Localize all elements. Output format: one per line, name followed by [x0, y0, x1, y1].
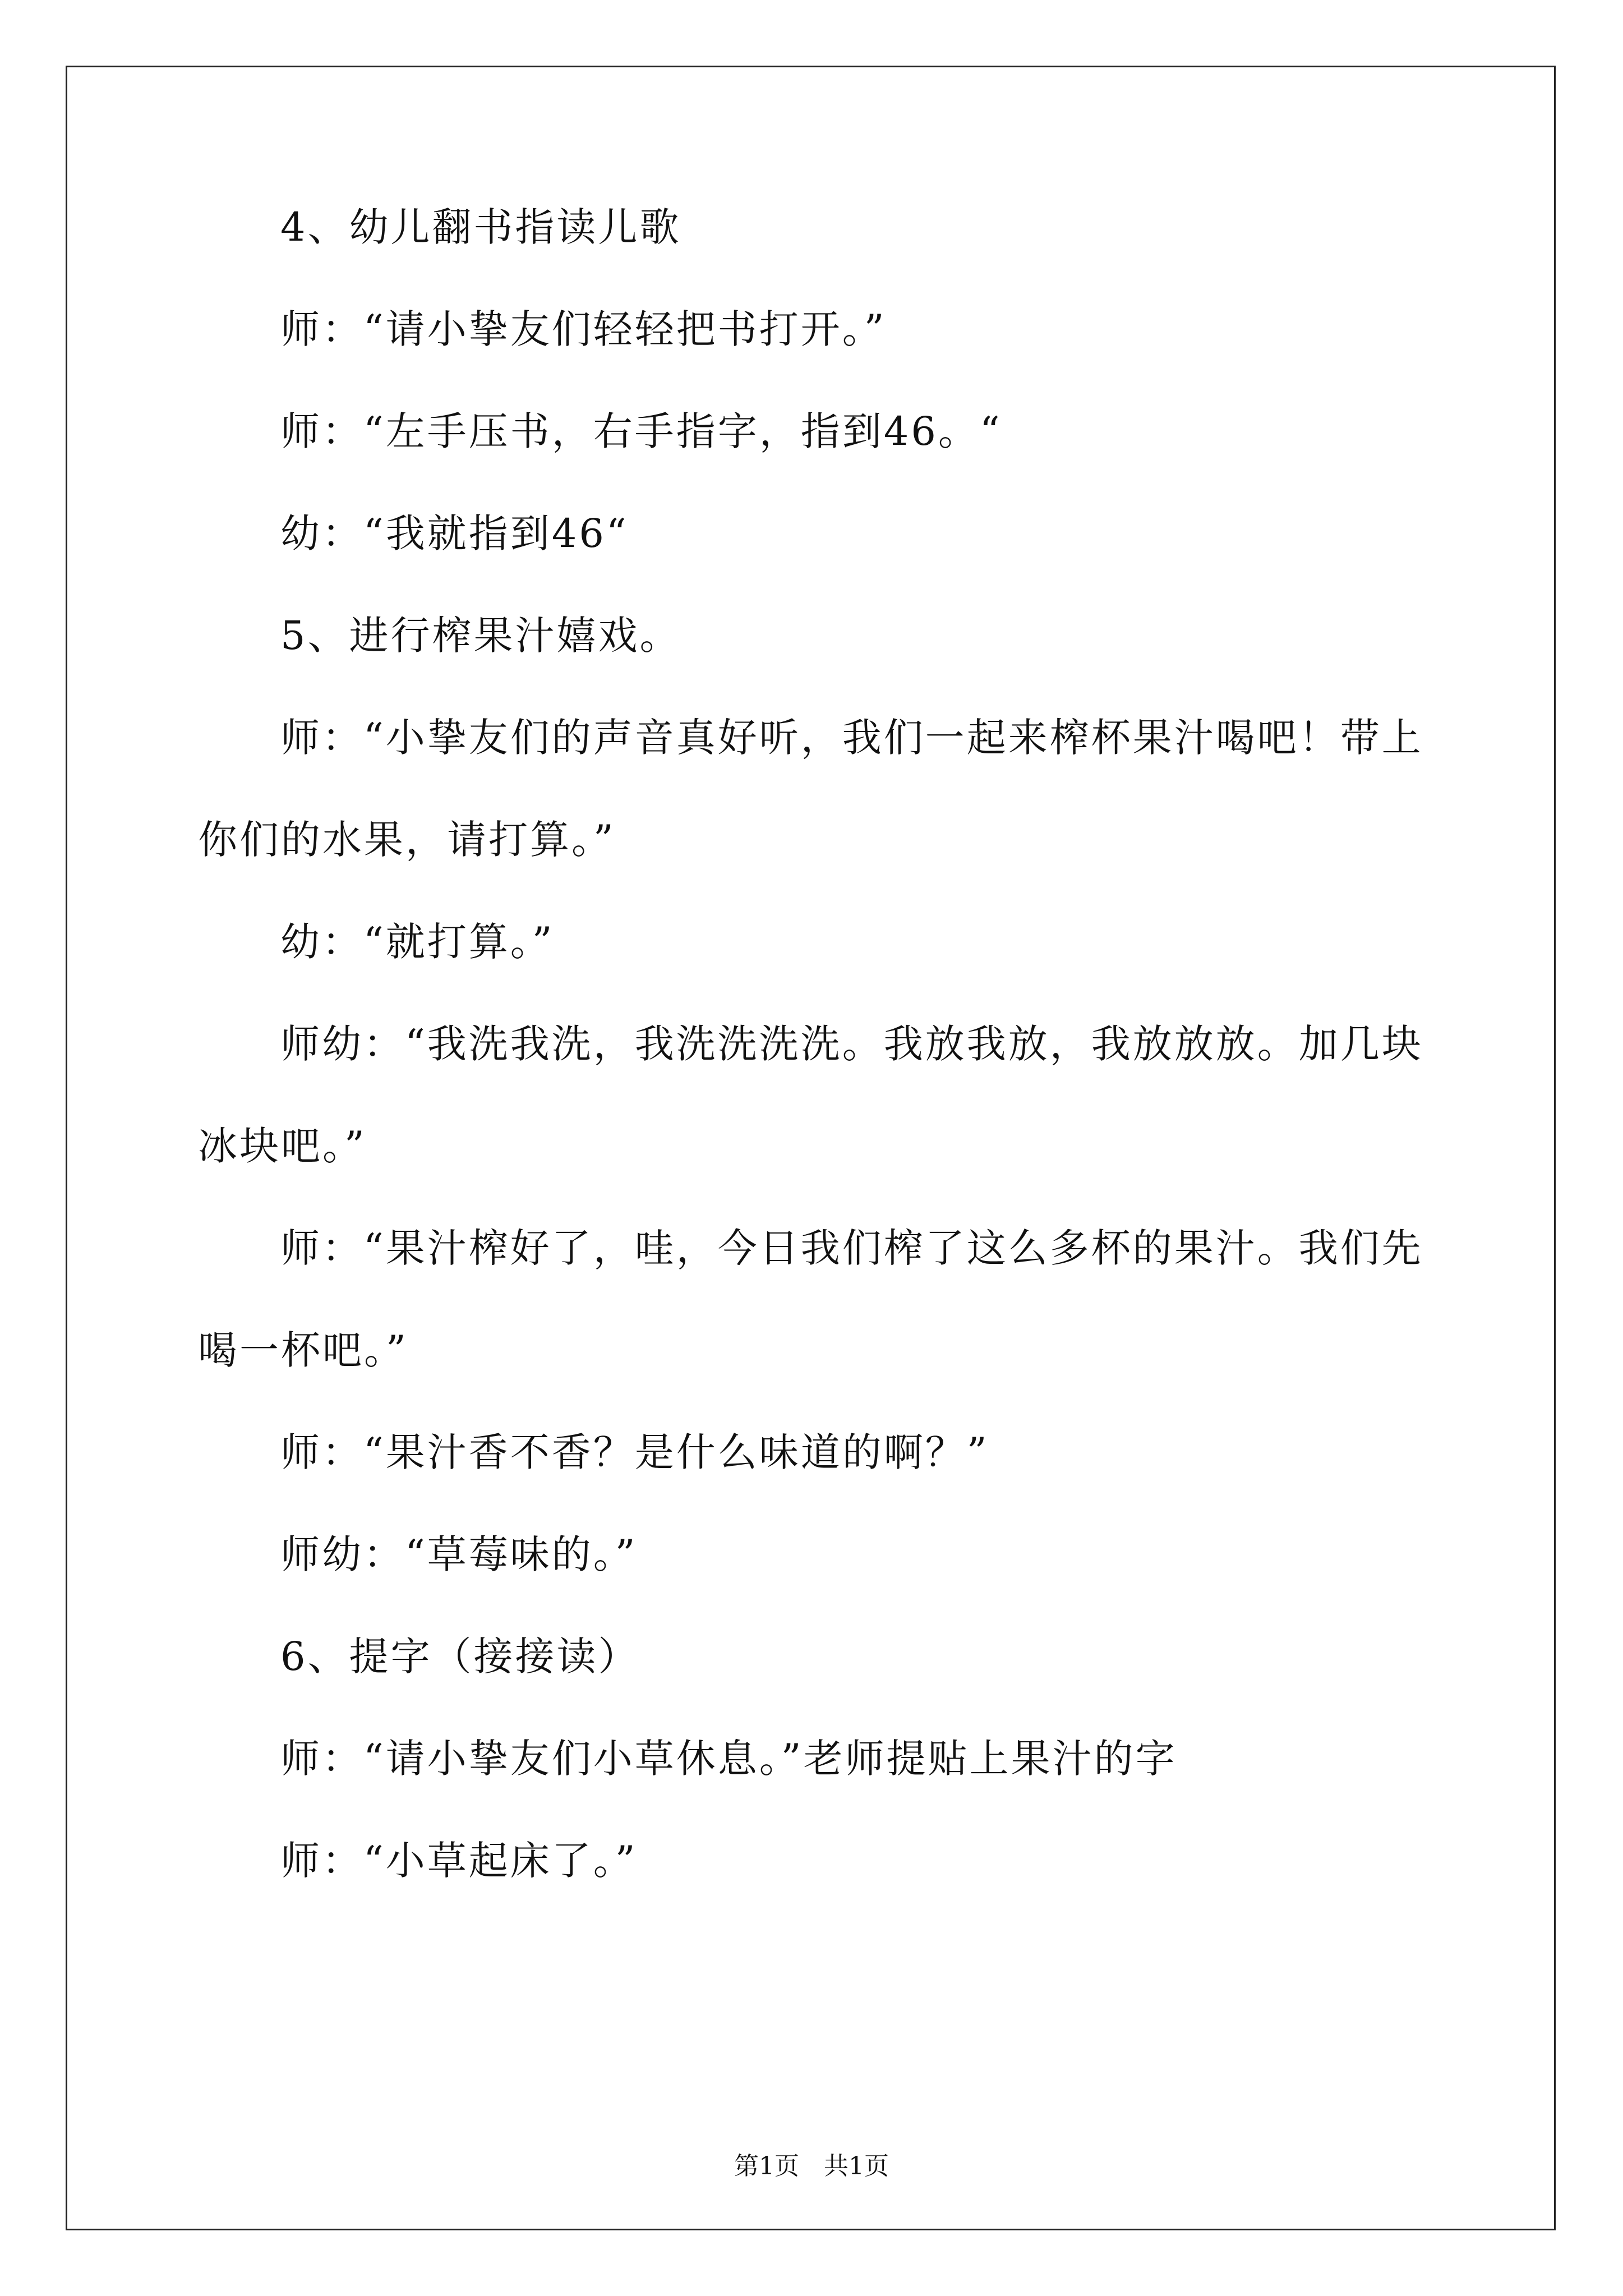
paragraph: 幼：“我就指到46“ — [280, 510, 629, 556]
paragraph: 幼：“就打算。” — [280, 919, 555, 965]
page-footer: 第1页 共1页 — [734, 2152, 889, 2180]
section-heading-5: 5、进行榨果汁嬉戏。 — [280, 613, 681, 659]
paragraph: 师幼：“草莓味的。” — [280, 1531, 638, 1577]
paragraph: 师幼：“我洗我洗，我洗洗洗洗。我放我放，我放放放。加几块 — [280, 1021, 1423, 1067]
paragraph: 师：“果汁榨好了，哇，今日我们榨了这么多杯的果汁。我们先 — [280, 1225, 1423, 1271]
paragraph-continuation: 喝一杯吧。” — [198, 1327, 408, 1373]
paragraph: 师：“小草起床了。” — [280, 1838, 638, 1884]
section-heading-6: 6、提字（接接读） — [280, 1634, 640, 1680]
section-heading-4: 4、幼儿翻书指读儿歌 — [280, 204, 681, 250]
paragraph: 师：“请小挚友们轻轻把书打开。” — [280, 306, 887, 352]
paragraph-continuation: 冰块吧。” — [198, 1123, 367, 1169]
paragraph: 师：“左手压书，右手指字，指到46。“ — [280, 408, 1002, 454]
paragraph: 师：“小挚友们的声音真好听，我们一起来榨杯果汁喝吧！带上 — [280, 715, 1423, 761]
paragraph-continuation: 你们的水果，请打算。” — [198, 817, 616, 863]
paragraph: 师：“请小挚友们小草休息。”老师提贴上果汁的字 — [280, 1736, 1177, 1782]
paragraph: 师：“果汁香不香？是什么味道的啊？” — [280, 1429, 989, 1475]
